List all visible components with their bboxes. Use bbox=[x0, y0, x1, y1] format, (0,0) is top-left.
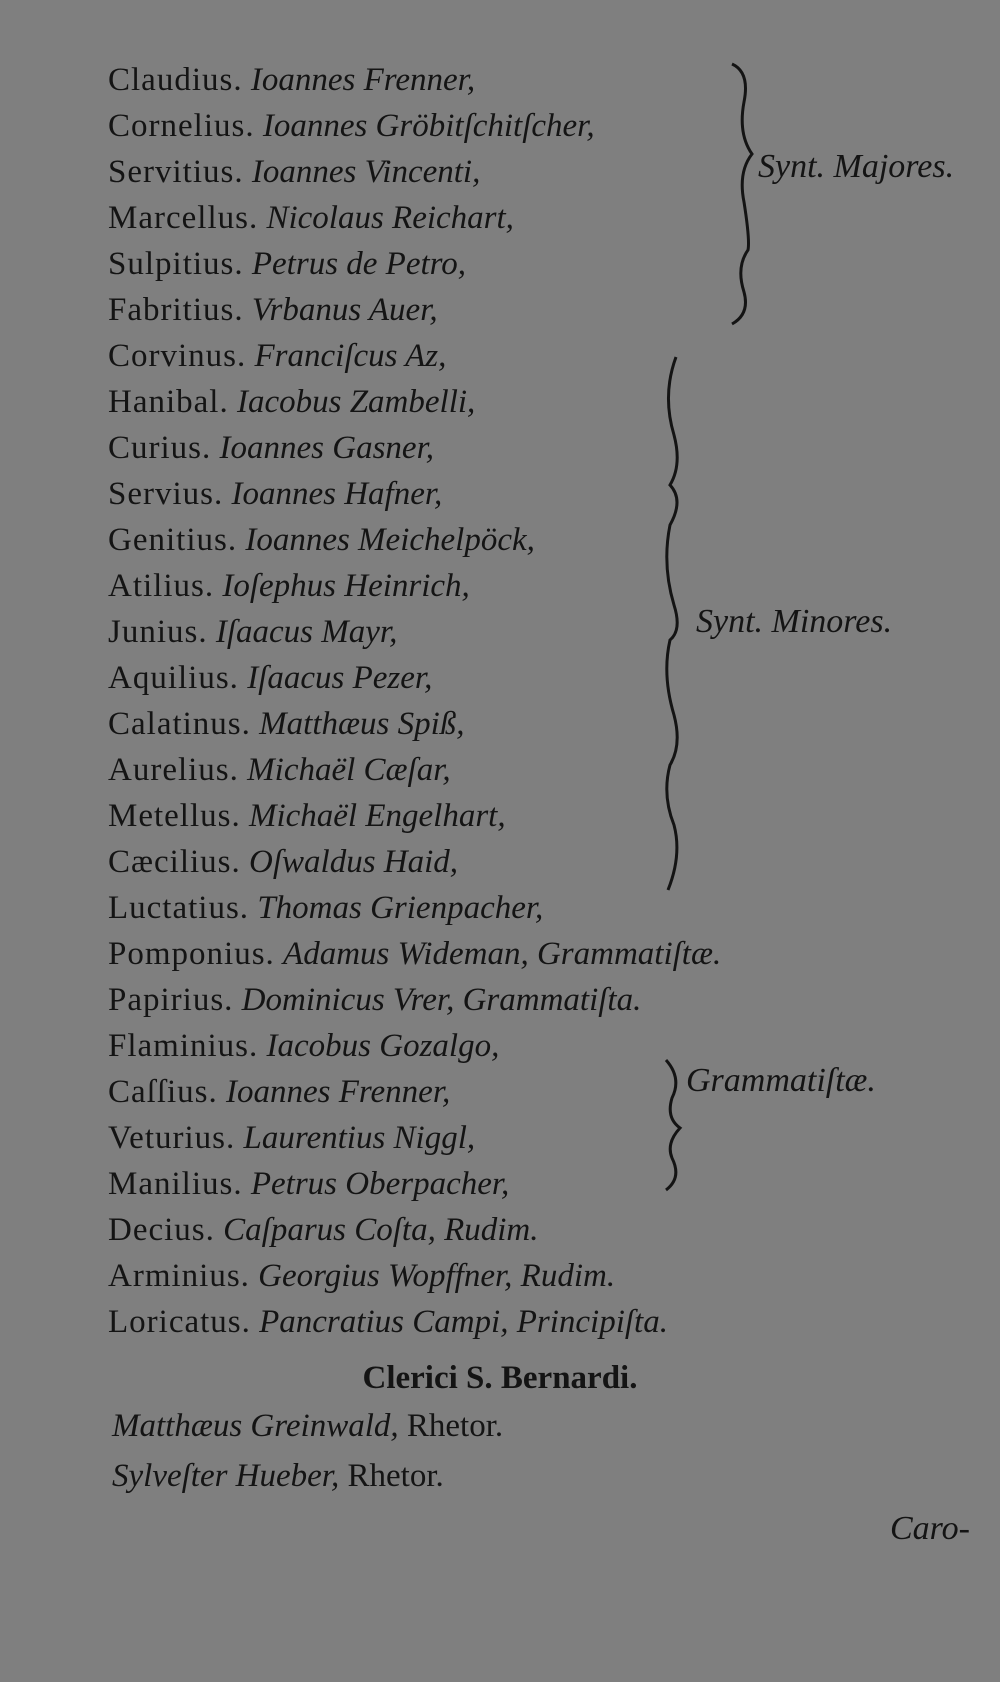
entry-name: Adamus Wideman, bbox=[283, 936, 529, 972]
entry-name: Pancratius Campi, bbox=[259, 1304, 509, 1340]
entry-row bbox=[108, 610, 397, 654]
entry-name: Laurentius Niggl, bbox=[243, 1120, 476, 1156]
entry-row bbox=[108, 1300, 668, 1344]
entry-name: Ioannes Vincenti, bbox=[251, 154, 481, 190]
entry-role: Arminius. bbox=[108, 1258, 250, 1294]
entry-suffix: Grammatiſta. bbox=[462, 982, 642, 1018]
entry-name: Ioannes Gröbitſchitſcher, bbox=[262, 108, 595, 144]
entry-name: Nicolaus Reichart, bbox=[266, 200, 514, 236]
entry-row bbox=[108, 58, 475, 102]
entry-role: Corvinus. bbox=[108, 338, 247, 374]
entry-role: Rhetor. bbox=[347, 1458, 444, 1494]
entry-name: Ioannes Frenner, bbox=[226, 1074, 451, 1110]
entry-name: Matthæus Spiß, bbox=[259, 706, 465, 742]
entry-name: Oſwaldus Haid, bbox=[249, 844, 459, 880]
entry-row bbox=[108, 242, 466, 286]
entry-row bbox=[108, 150, 480, 194]
entry-role: Atilius. bbox=[108, 568, 215, 604]
entry-name: Franciſcus Az, bbox=[254, 338, 447, 374]
entry-role: Caſſius. bbox=[108, 1074, 218, 1110]
entry-name: Iacobus Zambelli, bbox=[236, 384, 476, 420]
entry-suffix: Principiſta. bbox=[516, 1304, 668, 1340]
entry-row bbox=[108, 472, 442, 516]
entry-name: Ioannes Gasner, bbox=[219, 430, 434, 466]
entry-name: Dominicus Vrer, bbox=[241, 982, 455, 1018]
entry-role: Fabritius. bbox=[108, 292, 244, 328]
entry-row bbox=[108, 656, 432, 700]
entry-role: Aquilius. bbox=[108, 660, 239, 696]
entry-row bbox=[108, 748, 451, 792]
entry-role: Genitius. bbox=[108, 522, 238, 558]
entry-role: Hanibal. bbox=[108, 384, 229, 420]
entry-row bbox=[108, 104, 595, 148]
entry-name: Thomas Grienpacher, bbox=[257, 890, 544, 926]
entry-name: Petrus de Petro, bbox=[251, 246, 467, 282]
section-entry bbox=[112, 1408, 503, 1445]
entry-name: Iſaacus Pezer, bbox=[247, 660, 433, 696]
brace-synt-majores bbox=[728, 62, 758, 327]
entry-name: Caſparus Coſta, bbox=[223, 1212, 436, 1248]
entry-row bbox=[108, 334, 446, 378]
section-heading: Clerici S. Bernardi. bbox=[362, 1360, 638, 1396]
brace-synt-minores bbox=[660, 355, 690, 895]
entry-name: Michaël Engelhart, bbox=[248, 798, 506, 834]
entry-suffix: Grammatiſtæ. bbox=[536, 936, 722, 972]
entry-name: Georgius Wopffner, bbox=[258, 1258, 513, 1294]
entry-role: Rhetor. bbox=[406, 1408, 504, 1444]
entry-row bbox=[108, 518, 535, 562]
entry-row bbox=[108, 794, 506, 838]
entry-row bbox=[108, 196, 514, 240]
entry-name: Iſaacus Mayr, bbox=[215, 614, 398, 650]
entry-name: Matthæus Greinwald, bbox=[112, 1408, 399, 1444]
entry-role: Sulpitius. bbox=[108, 246, 244, 282]
entry-row bbox=[108, 932, 721, 976]
entry-role: Loricatus. bbox=[108, 1304, 251, 1340]
entry-role: Junius. bbox=[108, 614, 208, 650]
entry-row bbox=[108, 702, 465, 746]
entry-row bbox=[108, 978, 641, 1022]
group-label-synt-majores: Synt. Majores. bbox=[758, 148, 955, 185]
group-label-synt-minores: Synt. Minores. bbox=[696, 603, 893, 640]
entry-role: Pomponius. bbox=[108, 936, 275, 972]
entry-name: Sylveſter Hueber, bbox=[112, 1458, 340, 1494]
entry-role: Cornelius. bbox=[108, 108, 255, 144]
entry-row bbox=[108, 1024, 499, 1068]
entry-name: Petrus Oberpacher, bbox=[250, 1166, 510, 1202]
entry-row bbox=[108, 1254, 615, 1298]
entry-row bbox=[108, 1162, 509, 1206]
entry-role: Decius. bbox=[108, 1212, 215, 1248]
entry-name: Ioannes Frenner, bbox=[250, 62, 476, 98]
entry-role: Cæcilius. bbox=[108, 844, 241, 880]
entry-row bbox=[108, 426, 434, 470]
entry-row bbox=[108, 1070, 450, 1114]
entry-suffix: Rudim. bbox=[520, 1258, 616, 1294]
entry-role: Flaminius. bbox=[108, 1028, 259, 1064]
entry-name: Ioannes Hafner, bbox=[231, 476, 443, 512]
section-entry bbox=[112, 1458, 444, 1495]
entry-role: Manilius. bbox=[108, 1166, 243, 1202]
entry-row bbox=[108, 1116, 475, 1160]
entry-name: Iacobus Gozalgo, bbox=[266, 1028, 500, 1064]
entry-role: Servitius. bbox=[108, 154, 244, 190]
entry-suffix: Rudim. bbox=[444, 1212, 539, 1248]
entry-row bbox=[108, 840, 458, 884]
entry-role: Servius. bbox=[108, 476, 224, 512]
entry-role: Veturius. bbox=[108, 1120, 236, 1156]
entry-name: Michaël Cæſar, bbox=[247, 752, 451, 788]
entry-row bbox=[108, 564, 470, 608]
group-label-grammatistae: Grammatiſtæ. bbox=[686, 1062, 876, 1099]
entry-role: Curius. bbox=[108, 430, 212, 466]
entry-name: Vrbanus Auer, bbox=[251, 292, 438, 328]
entry-role: Papirius. bbox=[108, 982, 234, 1018]
entry-row bbox=[108, 1208, 539, 1252]
catchword: Caro- bbox=[890, 1510, 970, 1547]
entry-role: Marcellus. bbox=[108, 200, 259, 236]
entry-role: Metellus. bbox=[108, 798, 241, 834]
entry-role: Claudius. bbox=[108, 62, 243, 98]
entry-role: Aurelius. bbox=[108, 752, 239, 788]
brace-grammatistae bbox=[662, 1058, 688, 1193]
entry-row bbox=[108, 380, 475, 424]
entry-name: Ioannes Meichelpöck, bbox=[245, 522, 535, 558]
entry-name: Ioſephus Heinrich, bbox=[222, 568, 470, 604]
entry-row bbox=[108, 288, 438, 332]
entry-role: Calatinus. bbox=[108, 706, 251, 742]
entry-row bbox=[108, 886, 543, 930]
entry-role: Luctatius. bbox=[108, 890, 250, 926]
